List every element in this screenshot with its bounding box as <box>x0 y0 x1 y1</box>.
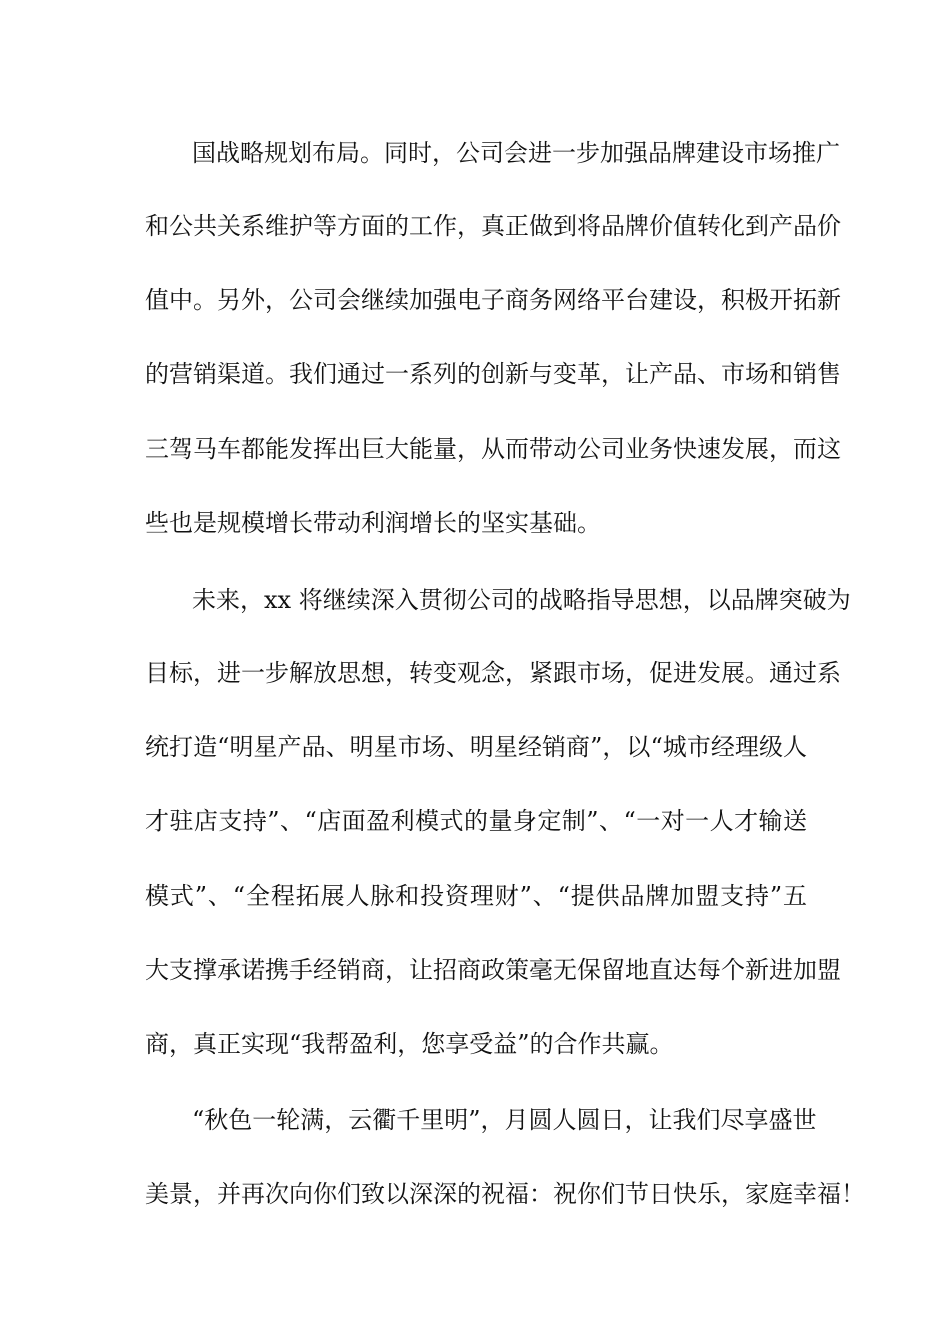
paragraph-2-line-6: 大支撑承诺携手经销商，让招商政策毫无保留地直达每个新进加盟 <box>145 956 841 984</box>
paragraph-1-line-6: 些也是规模增长带动利润增长的坚实基础。 <box>145 509 601 537</box>
paragraph-1-line-3: 值中。另外，公司会继续加强电子商务网络平台建设，积极开拓新 <box>145 286 841 314</box>
paragraph-3-line-1: “秋色一轮满，云衢千里明”，月圆人圆日，让我们尽享盛世 <box>192 1106 817 1134</box>
paragraph-1-line-2: 和公共关系维护等方面的工作，真正做到将品牌价值转化到产品价 <box>145 212 841 240</box>
paragraph-2-line-5: 模式”、“全程拓展人脉和投资理财”、“提供品牌加盟支持”五 <box>145 882 807 910</box>
paragraph-1-line-5: 三驾马车都能发挥出巨大能量，从而带动公司业务快速发展，而这 <box>145 435 841 463</box>
paragraph-1-line-4: 的营销渠道。我们通过一系列的创新与变革，让产品、市场和销售 <box>145 360 841 388</box>
paragraph-2-line-4: 才驻店支持”、“店面盈利模式的量身定制”、“一对一人才输送 <box>145 807 807 835</box>
paragraph-1-line-1: 国战略规划布局。同时，公司会进一步加强品牌建设市场推广 <box>192 139 840 167</box>
paragraph-2-line-7: 商，真正实现“我帮盈利，您享受益”的合作共赢。 <box>145 1030 674 1058</box>
paragraph-3-line-2: 美景，并再次向你们致以深深的祝福：祝你们节日快乐，家庭幸福！ <box>145 1180 865 1208</box>
paragraph-2-line-2: 目标，进一步解放思想，转变观念，紧跟市场，促进发展。通过系 <box>145 659 841 687</box>
paragraph-2-line-3: 统打造“明星产品、明星市场、明星经销商”，以“城市经理级人 <box>145 733 807 761</box>
paragraph-2-line-1: 未来，xx 将继续深入贯彻公司的战略指导思想，以品牌突破为 <box>192 586 851 614</box>
